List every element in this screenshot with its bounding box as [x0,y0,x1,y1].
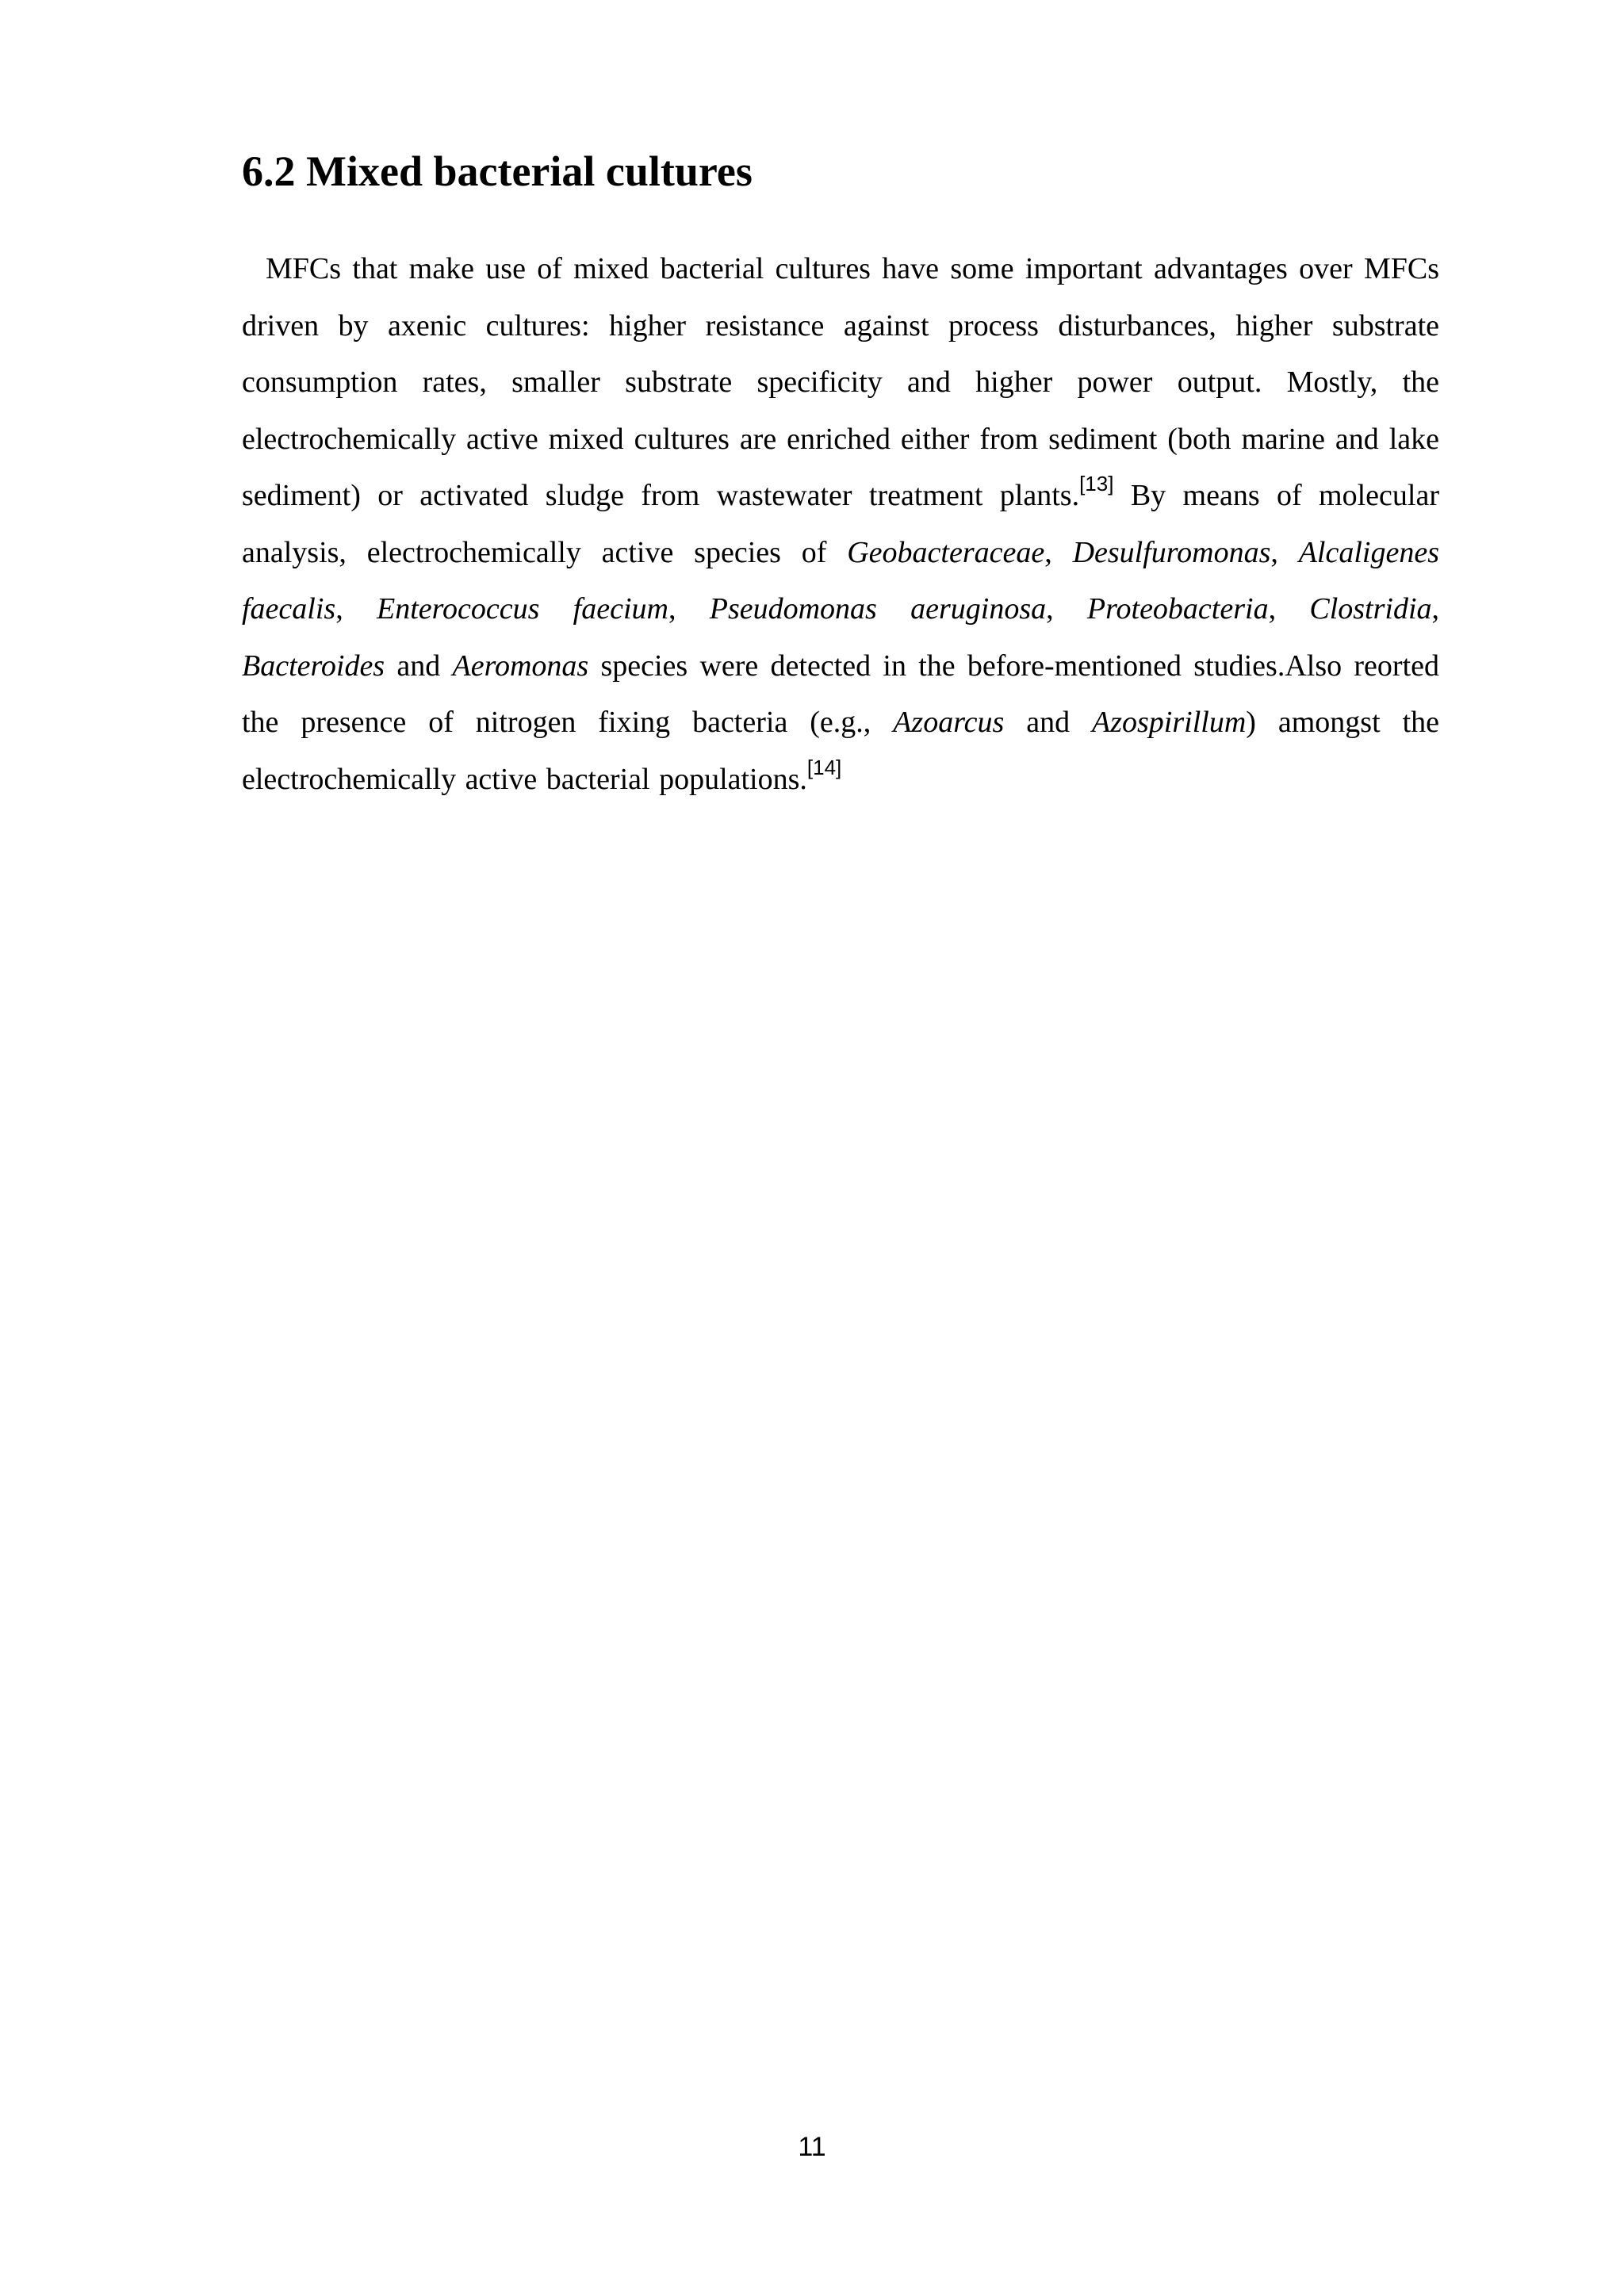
species-name: Desulfuromonas [1072,535,1271,569]
citation-13: [13] [1079,471,1114,496]
section-heading: 6.2 Mixed bacterial cultures [242,147,753,195]
paragraph-text: , [1044,535,1073,569]
paragraph-text: and [385,649,453,683]
citation-14: [14] [806,755,842,779]
paragraph-text: , [1431,592,1440,626]
body-paragraph [242,241,1439,808]
paragraph-text: , [1270,535,1299,569]
species-name: Proteobacteria [1086,592,1269,626]
page-number: 11 [798,2132,826,2162]
species-name: Clostridia [1309,592,1432,626]
species-name: Alcaligenes faecalis [242,535,1439,626]
species-name: Azoarcus [893,706,1005,739]
paragraph-text: MFCs that make use of mixed bacterial cultures have some important advantages over MFCs driven by axenic cultures: higher resistance against process disturbances, higher substrate consumption rates, smaller substrate specificity and higher power output. Mostly, the electrochemically active mixed cultures are enriched either from sediment (both marine and lake sediment) or activated sludge from wastewater treatment plants. [242,252,1439,512]
paragraph-text: , [1046,592,1087,626]
species-name: Pseudomonas aeruginosa [709,592,1047,626]
paragraph-text: By means of molecular analysis, electrochemically active species of [242,479,1439,569]
species-name: Geobacteraceae [847,535,1045,569]
species-name: Azospirillum [1092,706,1247,739]
paragraph-text: , [668,592,710,626]
species-name: Bacteroides [242,649,385,683]
species-name: Aeromonas [452,649,589,683]
paragraph-text: and [1004,706,1093,739]
paragraph-text: species were detected in the before-mentioned studies.Also reorted the presence of nitrogen fixing bacteria (e.g., [242,649,1439,739]
species-name: Enterococcus faecium [376,592,668,626]
paragraph-text: ) amongst the electrochemically active bacterial populations. [242,706,1439,796]
paragraph-text: , [335,592,377,626]
paragraph-text: , [1268,592,1310,626]
